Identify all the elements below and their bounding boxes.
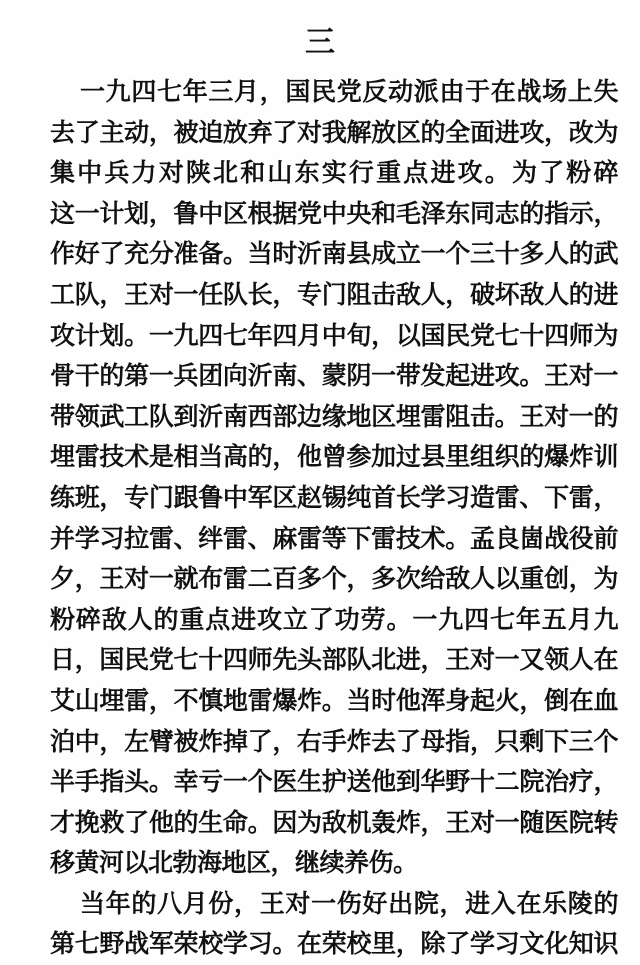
text-line: 骨干的第一兵团向沂南、蒙阴一带发起进攻。王对一	[50, 361, 618, 391]
text-line: 粉碎敌人的重点进攻立了功劳。一九四七年五月九	[50, 604, 618, 634]
text-line: 练班，专门跟鲁中军区赵锡纯首长学习造雷、下雷，	[50, 482, 618, 512]
text-line: 这一计划，鲁中区根据党中央和毛泽东同志的指示，	[50, 198, 618, 228]
body-text	[50, 72, 618, 965]
text-line: 作好了充分准备。当时沂南县成立一个三十多人的武	[50, 239, 618, 269]
text-line: 泊中，左臂被炸掉了，右手炸去了母指，只剩下三个	[50, 726, 618, 756]
text-line: 夕，王对一就布雷二百多个，多次给敌人以重创，为	[50, 564, 618, 594]
text-line: 半手指头。幸亏一个医生护送他到华野十二院治疗，	[50, 767, 618, 797]
text-line: 攻计划。一九四七年四月中旬，以国民党七十四师为	[50, 320, 618, 350]
text-line: 一九四七年三月，国民党反动派由于在战场上失	[80, 77, 618, 106]
text-line: 才挽救了他的生命。因为敌机轰炸，王对一随医院转	[50, 807, 618, 837]
text-line: 日，国民党七十四师先头部队北进，王对一又领人在	[50, 645, 618, 675]
text-line: 艾山埋雷，不慎地雷爆炸。当时他浑身起火，倒在血	[50, 685, 618, 715]
text-line: 埋雷技术是相当高的，他曾参加过县里组织的爆炸训	[50, 442, 618, 472]
text-line: 去了主动，被迫放弃了对我解放区的全面进攻，改为	[50, 117, 618, 147]
section-heading: 三	[305, 25, 335, 60]
text-line: 第七野战军荣校学习。在荣校里，除了学习文化知识	[50, 929, 618, 959]
text-line: 移黄河以北勃海地区，继续养伤。	[50, 848, 418, 878]
text-line: 工队，王对一任队长，专门阻击敌人，破坏敌人的进	[50, 279, 618, 309]
text-line: 带领武工队到沂南西部边缘地区埋雷阻击。王对一的	[50, 401, 618, 431]
text-line: 当年的八月份，王对一伤好出院，进入在乐陵的	[80, 888, 618, 918]
text-line: 集中兵力对陕北和山东实行重点进攻。为了粉碎	[50, 158, 618, 188]
text-line: 并学习拉雷、绊雷、麻雷等下雷技术。孟良崮战役前	[50, 523, 618, 553]
